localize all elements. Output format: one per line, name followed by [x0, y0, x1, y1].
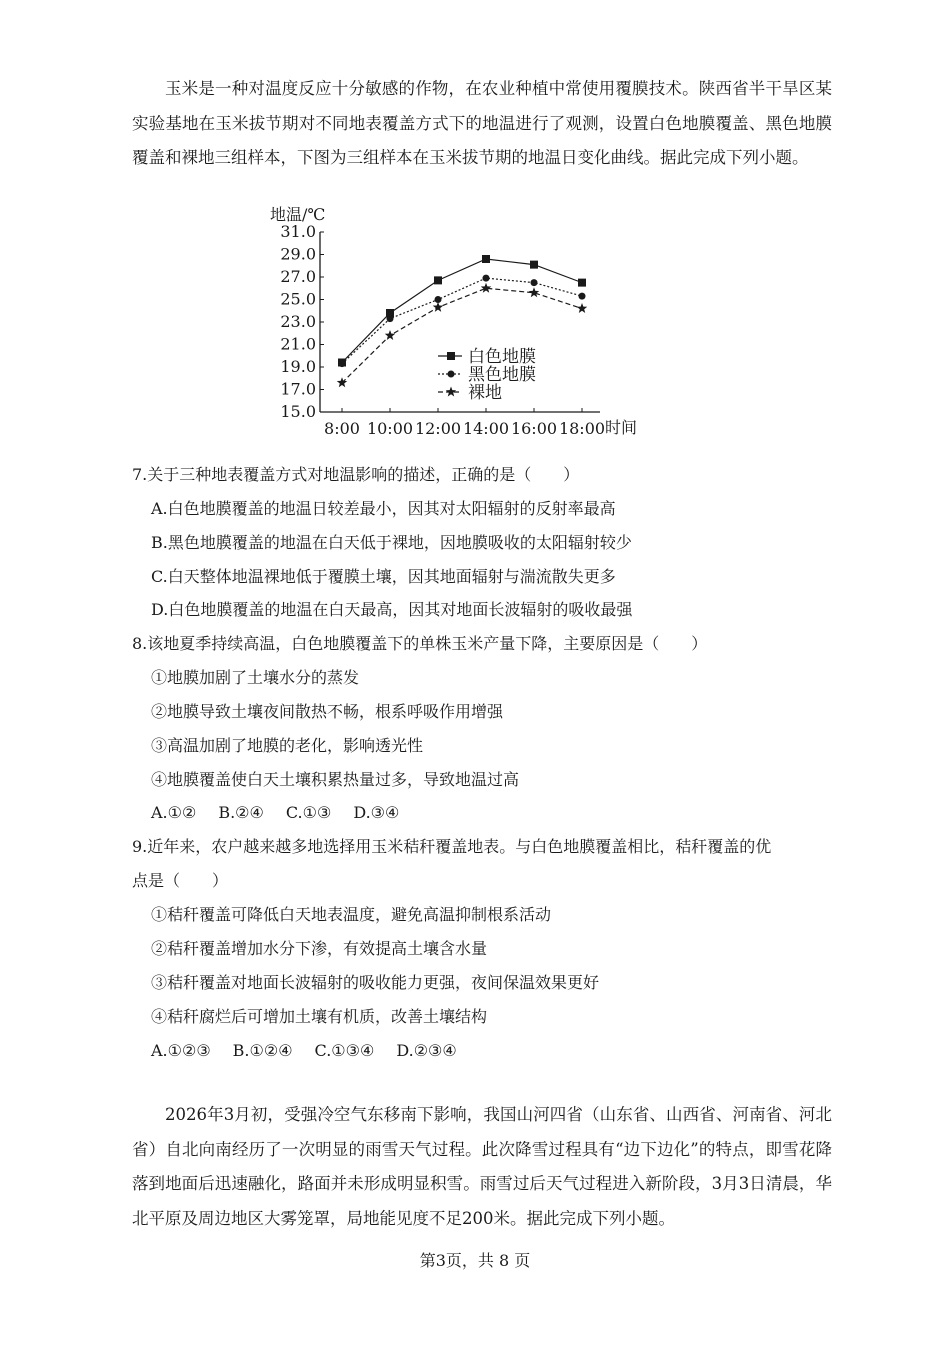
data-point — [529, 287, 539, 297]
legend-label: 黑色地膜 — [468, 365, 536, 385]
y-tick-label: 31.0 — [280, 222, 316, 241]
series-square — [338, 255, 586, 367]
y-tick-label: 21.0 — [280, 334, 316, 354]
q8-choice-b: B.②④ — [218, 803, 264, 822]
y-tick-label: 15.0 — [280, 402, 316, 421]
x-tick-label: 10:00 — [366, 419, 414, 438]
q9-item-3: ③秸秆覆盖对地面长波辐射的吸收能力更强，夜间保温效果更好 — [151, 973, 600, 992]
data-point — [385, 330, 395, 340]
y-tick-label: 25.0 — [280, 289, 316, 309]
y-tick-label: 23.0 — [280, 312, 316, 331]
legend-marker — [448, 371, 455, 378]
series-circle — [339, 275, 586, 368]
legend-marker — [446, 387, 456, 397]
y-tick-label: 19.0 — [280, 357, 316, 376]
q9-item-1: ①秸秆覆盖可降低白天地表温度，避免高温抑制根系活动 — [151, 905, 552, 924]
legend-label: 裸地 — [468, 383, 502, 403]
q7-option-d: D.白色地膜覆盖的地温在白天最高，因其对地面长波辐射的吸收最强 — [151, 600, 633, 619]
q8-choice-c: C.①③ — [285, 803, 332, 822]
intro-paragraph: 玉米是一种对温度反应十分敏感的作物，在农业种植中常使用覆膜技术。陕西省半干旱区某实验基地在玉米拔节期对不同地表覆盖方式下的地温进行了观测，设置白色地膜覆盖、黑色地膜覆盖和裸地三组样本，下图为三组样本在玉米拔节期的地温日变化曲线。据此完成下列小题。 — [132, 79, 832, 167]
x-tick-label: 8:00 — [324, 419, 360, 438]
question-9-stem-line1: 9.近年来，农户越来越多地选择用玉米秸秆覆盖地表。与白色地膜覆盖相比，秸秆覆盖的优 — [132, 837, 772, 856]
intro-paragraph-2: 2026年3月初，受强冷空气东移南下影响，我国山河四省（山东省、山西省、河南省、河北省）自北向南经历了一次明显的雨雪天气过程。此次降雪过程具有“边下边化”的特点，即雪花降落到地面后迅速融化，路面并未形成明显积雪。雨雪过后天气过程进入新阶段，3月3日清晨，华北平原及周边地区大雾笼罩，局地能见度不足200米。据此完成下列小题。 — [132, 1105, 832, 1228]
question-7-stem: 7.关于三种地表覆盖方式对地温影响的描述，正确的是（ ） — [132, 465, 580, 484]
legend-label: 白色地膜 — [468, 347, 536, 367]
page-footer: 第3页，共 8 页 — [419, 1251, 531, 1270]
q8-choice-d: D.③④ — [353, 803, 400, 822]
series-line — [342, 278, 582, 364]
q9-choice-b: B.①②④ — [232, 1041, 293, 1060]
y-tick-labels — [280, 222, 324, 421]
x-tick-label: 16:00 — [510, 419, 558, 438]
q8-item-4: ④地膜覆盖使白天土壤积累热量过多，导致地温过高 — [151, 770, 520, 789]
data-point — [434, 276, 442, 284]
data-point — [579, 293, 586, 300]
chart-series — [337, 255, 587, 387]
data-point — [387, 315, 394, 322]
y-tick-label: 17.0 — [280, 379, 316, 399]
q7-option-c: C.白天整体地温裸地低于覆膜土壤，因其地面辐射与湍流散失更多 — [151, 567, 616, 586]
soil-temperature-chart — [262, 198, 662, 443]
q8-choices — [151, 803, 421, 823]
q8-item-3: ③高温加剧了地膜的老化，影响透光性 — [151, 736, 424, 755]
x-axis-label: 时间 — [605, 418, 638, 437]
data-point — [481, 283, 491, 293]
question-9-stem-line2: 点是（ ） — [132, 871, 229, 890]
data-point — [337, 377, 347, 387]
data-point — [433, 302, 443, 312]
q9-item-4: ④秸秆腐烂后可增加土壤有机质，改善土壤结构 — [151, 1007, 488, 1026]
series-line — [342, 288, 582, 383]
q9-choice-a: A.①②③ — [151, 1041, 211, 1060]
q9-choice-c: C.①③④ — [314, 1041, 375, 1060]
q9-choice-d: D.②③④ — [396, 1041, 457, 1060]
chart-axes — [320, 232, 600, 412]
question-8-stem: 8.该地夏季持续高温，白色地膜覆盖下的单株玉米产量下降，主要原因是（ ） — [132, 634, 708, 653]
chart-svg — [262, 198, 662, 443]
y-tick-label: 27.0 — [280, 267, 316, 286]
chart-legend — [438, 347, 536, 403]
legend-marker — [447, 352, 455, 360]
x-tick-label: 12:00 — [414, 419, 462, 438]
q7-option-b: B.黑色地膜覆盖的地温在白天低于裸地，因地膜吸收的太阳辐射较少 — [151, 533, 632, 552]
series-star — [337, 283, 587, 387]
y-axis-label: 地温/℃ — [270, 205, 326, 224]
q8-item-2: ②地膜导致土壤夜间散热不畅，根系呼吸作用增强 — [151, 702, 504, 721]
q7-option-a: A.白色地膜覆盖的地温日较差最小，因其对太阳辐射的反射率最高 — [151, 499, 616, 518]
data-point — [531, 279, 538, 286]
x-tick-label: 18:00 — [558, 419, 606, 438]
data-point — [530, 261, 538, 269]
data-point — [339, 360, 346, 367]
data-point — [578, 279, 586, 287]
q8-choice-a: A.①② — [151, 803, 197, 822]
y-tick-label: 29.0 — [280, 244, 316, 264]
q9-choices — [151, 1041, 479, 1061]
data-point — [577, 303, 587, 313]
data-point — [482, 255, 490, 263]
q9-item-2: ②秸秆覆盖增加水分下渗，有效提高土壤含水量 — [151, 939, 488, 958]
data-point — [483, 275, 490, 282]
q8-item-1: ①地膜加剧了土壤水分的蒸发 — [151, 668, 360, 687]
x-tick-label: 14:00 — [462, 419, 510, 438]
